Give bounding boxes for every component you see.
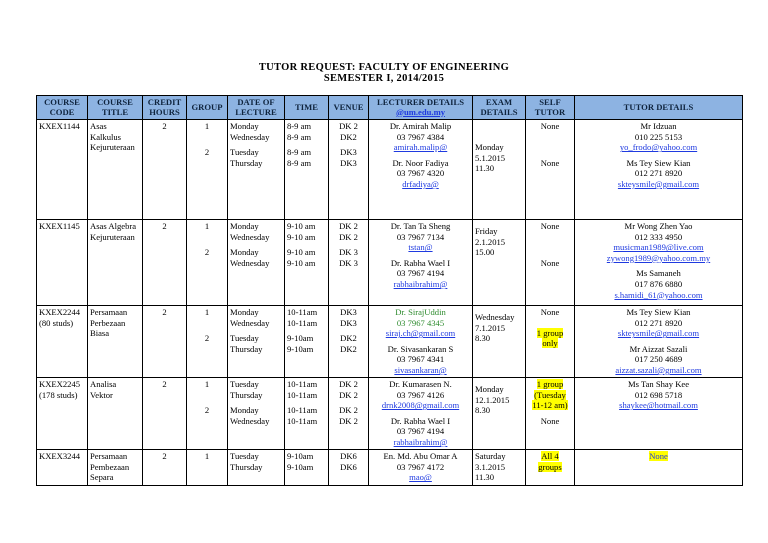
course-code: KXEX1144: [39, 121, 80, 131]
exam-time: 11.30: [475, 163, 495, 174]
tutor-phone: 010 225 5153: [634, 131, 683, 142]
lecturer-name: Dr. Rabha Wael I: [390, 257, 451, 268]
group-cell: [187, 450, 228, 486]
credit-hours-cell: 2: [143, 306, 187, 378]
header-row: [37, 96, 743, 120]
header-course-code: COURSE CODE: [37, 96, 88, 120]
lecture-day: Tuesday: [230, 147, 259, 158]
lecture-day: Wednesday: [230, 131, 270, 142]
group-number: 1: [204, 379, 210, 389]
venue-cell: [329, 220, 369, 306]
course-title-line: Kejuruteraan: [90, 142, 135, 153]
group-cell: [187, 220, 228, 306]
lecture-time: 9-10 am: [287, 221, 316, 231]
exam-time: 8.30: [475, 333, 491, 344]
course-title-line: Kejuruteraan: [90, 231, 135, 242]
tutor-details-cell: [575, 220, 743, 306]
lecture-time: 9-10am: [287, 461, 314, 472]
group-cell: [187, 378, 228, 450]
self-tutor-highlight: 1 group: [536, 327, 564, 338]
self-tutor-value: None: [540, 307, 560, 317]
tutor-phone: 012 698 5718: [634, 389, 683, 400]
lecture-day: Monday: [230, 405, 259, 416]
course-title-line: Perbezaan: [90, 317, 126, 328]
exam-day: Monday: [475, 142, 504, 153]
self-tutor-value: None: [540, 221, 560, 231]
course-title-line: Kalkulus: [90, 131, 122, 142]
lecture-days-cell: [228, 450, 285, 486]
exam-time: 15.00: [475, 247, 495, 258]
lecture-day: Thursday: [230, 389, 263, 400]
self-tutor-highlight: only: [542, 338, 558, 349]
header-lecturer-domain: @um.edu.my: [395, 106, 446, 117]
tutor-email-link[interactable]: s.hamidi_61@yahoo.com: [614, 289, 703, 300]
tutor-name: Mr Idzuan: [640, 121, 677, 131]
self-tutor-value: None: [540, 415, 560, 426]
lecture-time: 9-10 am: [287, 257, 316, 268]
lecturer-name: Dr. Noor Fadiya: [392, 157, 449, 168]
tutor-email-link[interactable]: musicman1989@live.com: [613, 242, 704, 253]
tutor-email-link[interactable]: shaykee@hotmail.com: [619, 400, 698, 411]
lecturer-name: Dr. Amirah Malip: [389, 121, 452, 131]
tutor-email-link[interactable]: zywong1989@yahoo.com.my: [606, 252, 711, 263]
venue: DK 2: [339, 221, 358, 231]
course-code-cell: [37, 306, 88, 378]
course-code: KXEX3244: [39, 451, 81, 461]
venue: DK3: [340, 307, 357, 317]
lecture-day: Thursday: [230, 157, 263, 168]
tutor-name: Ms Tan Shay Kee: [627, 379, 690, 389]
header-lecturer-details: [369, 96, 473, 120]
tutor-phone: 017 876 6880: [634, 278, 683, 289]
lecture-time: 10-11am: [287, 405, 318, 416]
lecturer-phone: 03 7967 4172: [396, 461, 445, 472]
lecture-time: 10-11am: [287, 415, 318, 426]
self-tutor-highlight: All 4: [541, 451, 559, 461]
header-tutor-details: TUTOR DETAILS: [575, 96, 743, 120]
header-date-of-lecture: DATE OF LECTURE: [228, 96, 285, 120]
tutor-phone: 012 333 4950: [634, 231, 683, 242]
exam-day: Monday: [475, 384, 504, 394]
header-credit-hours: CREDIT HOURS: [143, 96, 187, 120]
header-group: GROUP: [187, 96, 228, 120]
header-self-tutor: SELF TUTOR: [526, 96, 575, 120]
lecture-day: Tuesday: [230, 451, 259, 461]
lecture-time: 10-11am: [287, 379, 318, 389]
group-number: 2: [204, 247, 210, 258]
venue: DK2: [340, 343, 357, 354]
tutor-name: Mr Aizzat Sazali: [629, 343, 688, 354]
lecturer-email-link[interactable]: sivasankaran@: [394, 364, 447, 375]
self-tutor-cell: [526, 220, 575, 306]
lecture-day: Monday: [230, 247, 259, 258]
tutor-details-cell: [575, 450, 743, 486]
lecture-day: Tuesday: [230, 379, 259, 389]
venue: DK 3: [339, 257, 358, 268]
lecturer-phone: 03 7967 4194: [396, 426, 445, 437]
lecture-day: Wednesday: [230, 415, 270, 426]
course-code: KXEX1145: [39, 221, 80, 231]
credit-hours-cell: 2: [143, 120, 187, 220]
exam-date: 12.1.2015: [475, 394, 510, 405]
venue: DK 2: [339, 231, 358, 242]
course-code: KXEX2245: [39, 379, 81, 389]
venue: DK 2: [339, 379, 358, 389]
course-title-line: Biasa: [90, 328, 110, 339]
tutor-email-link[interactable]: yo_frodo@yahoo.com: [619, 142, 698, 153]
tutor-details-cell: [575, 120, 743, 220]
lecturer-email-link[interactable]: amirah.malip@: [393, 142, 448, 153]
lecture-time: 8-9 am: [287, 121, 312, 131]
group-number: 1: [204, 221, 210, 231]
venue-cell: [329, 450, 369, 486]
lecture-days-cell: [228, 220, 285, 306]
tutor-name: Ms Samaneh: [636, 268, 681, 279]
exam-details-cell: [473, 220, 526, 306]
lecture-day: Wednesday: [230, 257, 270, 268]
lecturer-name: En. Md. Abu Omar A: [383, 451, 458, 461]
venue: DK 2: [339, 389, 358, 400]
lecturer-email-link[interactable]: mao@: [409, 472, 432, 483]
time-cell: [285, 220, 329, 306]
tutor-name: Mr Wong Zhen Yao: [624, 221, 693, 231]
tutor-none-highlight: None: [649, 451, 668, 461]
header-venue: VENUE: [329, 96, 369, 120]
lecture-time: 9-10 am: [287, 231, 316, 242]
course-code-cell: [37, 220, 88, 306]
venue-cell: [329, 306, 369, 378]
lecturer-email-link[interactable]: drfadiya@: [402, 178, 439, 189]
venue: DK 3: [339, 247, 358, 258]
lecture-time: 8-9 am: [287, 157, 312, 168]
tutor-name: Ms Tey Siew Kian: [626, 157, 691, 168]
credit-hours-cell: 2: [143, 450, 187, 486]
tutor-email-link[interactable]: skteysmile@gmail.com: [617, 178, 700, 189]
tutor-phone: 012 271 8920: [634, 168, 683, 179]
self-tutor-highlight: (Tuesday: [534, 389, 566, 400]
lecture-time: 8-9 am: [287, 131, 312, 142]
course-title-line: Asas Algebra: [90, 221, 137, 231]
group-number: 1: [204, 121, 210, 131]
lecture-day: Wednesday: [230, 231, 270, 242]
header-lecturer-label: LECTURER DETAILS: [377, 97, 464, 107]
tutor-name: Ms Tey Siew Kian: [626, 307, 691, 317]
course-title-cell: [88, 378, 143, 450]
group-number: 2: [204, 147, 210, 158]
lecturer-phone: 03 7967 4194: [396, 268, 445, 279]
course-title-line: Asas: [90, 121, 107, 131]
table-row: [37, 120, 743, 220]
course-code-cell: [37, 450, 88, 486]
exam-date: 2.1.2015: [475, 236, 506, 247]
self-tutor-highlight: groups: [538, 461, 562, 472]
venue: DK 2: [339, 121, 358, 131]
table-row: [37, 450, 743, 486]
lecturer-email-link[interactable]: drnk2008@gmail.com: [381, 400, 460, 411]
exam-date: 5.1.2015: [475, 152, 506, 163]
exam-time: 11.30: [475, 472, 495, 483]
venue: DK2: [340, 333, 357, 344]
credit-hours-cell: 2: [143, 378, 187, 450]
lecture-time: 10-11am: [287, 307, 318, 317]
course-code: KXEX2244: [39, 307, 81, 317]
document-title: TUTOR REQUEST: FACULTY OF ENGINEERING: [258, 62, 510, 73]
group-number: 1: [204, 451, 210, 461]
lecturer-email-link[interactable]: rabhaibrahim@: [393, 436, 448, 447]
lecturer-details-cell: [369, 120, 473, 220]
document-subtitle: SEMESTER I, 2014/2015: [323, 73, 445, 84]
lecturer-name: Dr. Rabha Wael I: [390, 415, 451, 426]
lecturer-name: Dr. SirajUddin: [395, 307, 446, 317]
lecturer-details-cell: [369, 378, 473, 450]
exam-date: 7.1.2015: [475, 322, 506, 333]
exam-day: Saturday: [475, 451, 506, 461]
lecture-day: Thursday: [230, 343, 263, 354]
time-cell: [285, 378, 329, 450]
self-tutor-value: None: [540, 257, 560, 268]
venue: DK 2: [339, 415, 358, 426]
course-title-line: Pembezaan: [90, 461, 130, 472]
lecture-time: 10-11am: [287, 317, 318, 328]
tutor-phone: 017 250 4689: [634, 354, 683, 365]
exam-date: 3.1.2015: [475, 461, 506, 472]
lecture-days-cell: [228, 120, 285, 220]
student-count: (178 studs): [39, 389, 78, 400]
lecturer-phone: 03 7967 4384: [396, 131, 445, 142]
self-tutor-cell: [526, 120, 575, 220]
lecturer-phone: 03 7967 4341: [396, 354, 445, 365]
tutor-details-cell: [575, 306, 743, 378]
exam-details-cell: [473, 306, 526, 378]
tutor-email-link[interactable]: aizzat.sazali@gmail.com: [615, 364, 702, 375]
self-tutor-highlight: 11-12 am): [532, 400, 568, 411]
self-tutor-value: None: [540, 121, 560, 131]
course-title-line: Separa: [90, 472, 114, 483]
lecture-day: Wednesday: [230, 317, 270, 328]
lecturer-phone: 03 7967 4320: [396, 168, 445, 179]
lecturer-email-link[interactable]: siraj.ch@gmail.com: [385, 328, 456, 339]
lecture-time: 9-10am: [287, 451, 314, 461]
lecturer-name: Dr. Kumarasen N.: [389, 379, 452, 389]
lecturer-details-cell: [369, 220, 473, 306]
table-row: [37, 378, 743, 450]
exam-time: 8.30: [475, 405, 491, 416]
lecture-day: Tuesday: [230, 333, 259, 344]
group-cell: [187, 120, 228, 220]
lecture-days-cell: [228, 306, 285, 378]
venue: DK3: [340, 157, 357, 168]
venue-cell: [329, 120, 369, 220]
course-title-cell: [88, 120, 143, 220]
lecturer-name: Dr. Sivasankaran S: [387, 343, 454, 354]
tutor-phone: 012 271 8920: [634, 317, 683, 328]
lecture-time: 9-10 am: [287, 247, 316, 258]
lecture-day: Thursday: [230, 461, 263, 472]
group-number: 1: [204, 307, 210, 317]
student-count: (80 studs): [39, 317, 74, 328]
header-time: TIME: [285, 96, 329, 120]
venue: DK3: [340, 147, 357, 158]
table-row: [37, 220, 743, 306]
lecture-days-cell: [228, 378, 285, 450]
group-number: 2: [204, 333, 210, 344]
venue: DK2: [340, 131, 357, 142]
lecturer-phone: 03 7967 4126: [396, 389, 445, 400]
course-title-line: Vektor: [90, 389, 113, 400]
tutor-request-table: [36, 95, 743, 486]
course-title-cell: [88, 450, 143, 486]
exam-details-cell: [473, 450, 526, 486]
time-cell: [285, 450, 329, 486]
lecture-time: 9-10am: [287, 333, 314, 344]
credit-hours-cell: 2: [143, 220, 187, 306]
group-number: 2: [204, 405, 210, 416]
self-tutor-cell: [526, 378, 575, 450]
venue: DK6: [340, 451, 357, 461]
venue: DK3: [340, 317, 357, 328]
lecturer-email-link[interactable]: rabhaibrahim@: [393, 278, 448, 289]
header-exam-details: EXAM DETAILS: [473, 96, 526, 120]
exam-day: Wednesday: [475, 312, 515, 322]
course-title-line: Persamaan: [90, 451, 128, 461]
lecture-time: 8-9 am: [287, 147, 312, 158]
self-tutor-value: None: [540, 157, 560, 168]
group-cell: [187, 306, 228, 378]
lecturer-phone: 03 7967 7134: [396, 231, 445, 242]
course-title-line: Analisa: [90, 379, 117, 389]
self-tutor-highlight: 1 group: [536, 379, 564, 389]
lecture-day: Monday: [230, 307, 259, 317]
time-cell: [285, 120, 329, 220]
course-title-cell: [88, 220, 143, 306]
lecture-day: Monday: [230, 221, 259, 231]
table-row: [37, 306, 743, 378]
lecturer-name: Dr. Tan Ta Sheng: [390, 221, 451, 231]
exam-details-cell: [473, 378, 526, 450]
exam-day: Friday: [475, 226, 498, 236]
course-title-cell: [88, 306, 143, 378]
lecturer-details-cell: [369, 306, 473, 378]
exam-details-cell: [473, 120, 526, 220]
lecturer-email-link[interactable]: tstan@: [408, 242, 433, 253]
lecturer-phone: 03 7967 4345: [396, 317, 445, 328]
tutor-email-link[interactable]: skteysmile@gmail.com: [617, 328, 700, 339]
venue-cell: [329, 378, 369, 450]
lecture-day: Monday: [230, 121, 259, 131]
venue: DK 2: [339, 405, 358, 416]
lecturer-details-cell: [369, 450, 473, 486]
venue: DK6: [340, 461, 357, 472]
lecture-time: 10-11am: [287, 389, 318, 400]
course-title-line: Persamaan: [90, 307, 128, 317]
course-code-cell: [37, 120, 88, 220]
header-course-title: COURSE TITLE: [88, 96, 143, 120]
self-tutor-cell: [526, 306, 575, 378]
self-tutor-cell: [526, 450, 575, 486]
lecture-time: 9-10am: [287, 343, 314, 354]
tutor-details-cell: [575, 378, 743, 450]
time-cell: [285, 306, 329, 378]
course-code-cell: [37, 378, 88, 450]
